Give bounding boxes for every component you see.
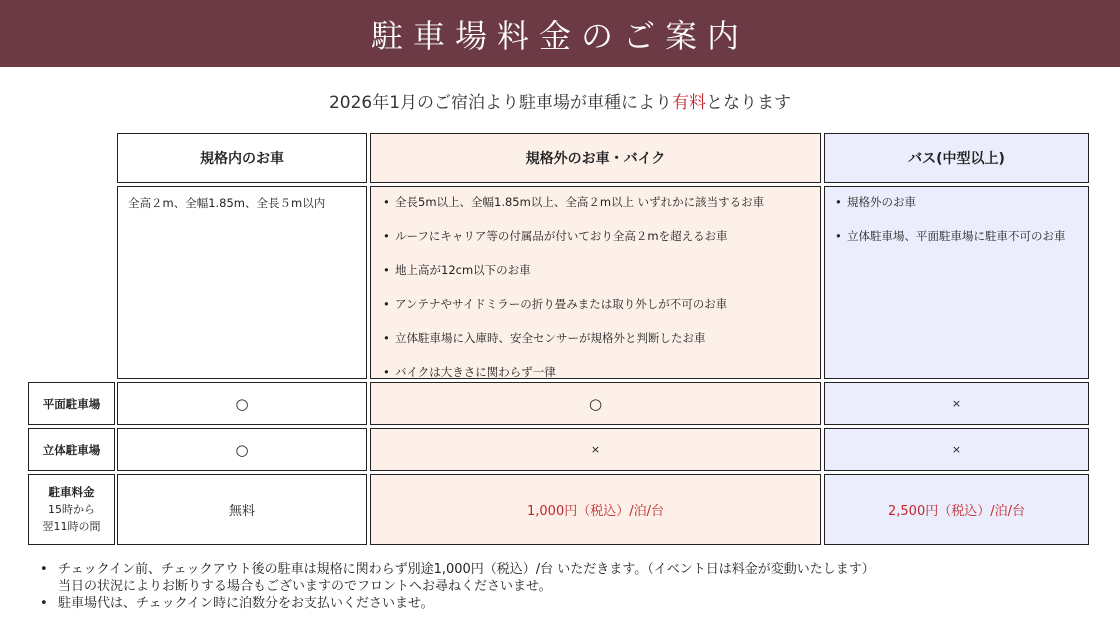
list-item: • アンテナやサイドミラーの折り畳みまたは取り外しが不可のお車 [381,297,810,311]
spec-bus [824,186,1089,379]
fee-oversize [370,474,821,545]
notice-text-end: となります [706,93,792,113]
fee-standard [117,474,367,545]
circle-mark: ○ [235,440,249,459]
fee-bus [824,474,1089,545]
spec-bus-list [833,195,1080,243]
fee-time-until: 翌11時の間 [42,520,101,533]
fee-bus-value: 2,500円（税込）/泊/台 [888,504,1025,519]
footnote-item [38,595,1098,612]
page-title-bar [0,0,1120,67]
circle-mark: ○ [235,394,249,413]
spec-standard-car-text: 全高２m、全幅1.85m、全長５m以内 [128,196,326,210]
header-oversize-car [370,133,821,183]
row-label-flat-parking-text: 平面駐車場 [42,396,101,411]
header-standard-car [117,133,367,183]
spec-oversize-list [381,195,810,379]
row-label-multi-parking [28,428,115,471]
footnotes [38,561,1098,612]
list-item: • ルーフにキャリア等の付属品が付いており全高２mを超えるお車 [381,229,810,243]
header-standard-car-label: 規格内のお車 [200,151,284,167]
footnote-text: 当日の状況によりお断りする場合もございますのでフロントへお尋ねくださいませ。 [58,579,552,594]
multi-oversize-mark [370,428,821,471]
list-item: • 立体駐車場、平面駐車場に駐車不可のお車 [833,229,1080,243]
footnote-item [38,561,1098,595]
header-oversize-car-label: 規格外のお車・バイク [525,151,666,167]
row-label-parking-fee [28,474,115,545]
list-item: • 全長5m以上、全幅1.85m以上、全高２m以上 いずれかに該当するお車 [381,195,810,209]
flat-standard-mark [117,382,367,425]
page-title: 駐車場料金のご案内 [370,16,749,55]
multi-standard-mark [117,428,367,471]
header-bus-label: バス(中型以上) [908,151,1005,167]
fee-time-from: 15時から [48,503,95,516]
list-item: • 地上高が12cm以下のお車 [381,263,810,277]
row-label-flat-parking [28,382,115,425]
cross-mark: × [951,443,962,456]
list-item: • 規格外のお車 [833,195,1080,209]
spec-standard-car [117,186,367,379]
fee-oversize-value: 1,000円（税込）/泊/台 [527,504,664,519]
flat-oversize-mark [370,382,821,425]
list-item: • バイクは大きさに関わらず一律 [381,365,810,379]
notice-text: 2026年1月のご宿泊より駐車場が車種により [328,93,673,113]
list-item: • 立体駐車場に入庫時、安全センサーが規格外と判断したお車 [381,331,810,345]
spec-oversize-car [370,186,821,379]
cross-mark: × [590,443,601,456]
circle-mark: ○ [588,394,603,413]
footnote-text: チェックイン前、チェックアウト後の駐車は規格に関わらず別途1,000円（税込）/台 いただきます。（イベント日は料金が変動いたします） [58,562,875,577]
row-label-parking-fee-text: 駐車料金 [48,485,95,499]
notice-line [0,88,1120,113]
header-bus [824,133,1089,183]
cross-mark: × [951,397,962,410]
flat-bus-mark [824,382,1089,425]
footnote-text: 駐車場代は、チェックイン時に泊数分をお支払いくださいませ。 [58,596,434,611]
row-label-multi-parking-text: 立体駐車場 [42,442,101,457]
multi-bus-mark [824,428,1089,471]
fee-standard-value: 無料 [228,504,255,519]
notice-highlight: 有料 [672,93,707,113]
